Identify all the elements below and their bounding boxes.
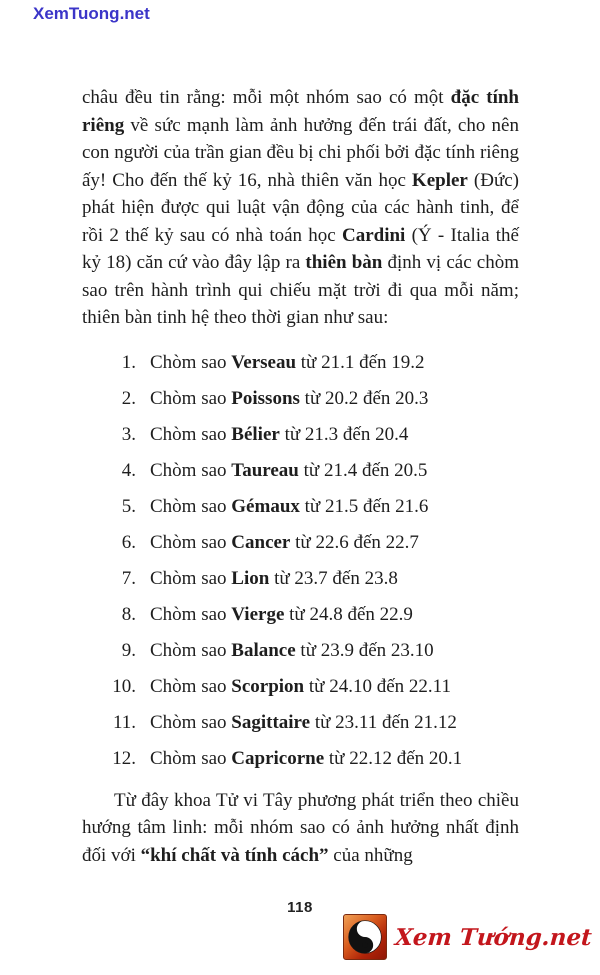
constellation-list-item — [82, 561, 519, 597]
bold-text-segment: “khí chất và tính cách” — [140, 844, 329, 866]
text-segment: về sức mạnh làm ảnh hưởng đến trái đất, cho nên con người của trần gian đều bị chi phối bởi đặc tính riêng ấy! Cho đến thế kỷ 16, nhà thiên văn học — [82, 114, 519, 191]
text-segment: của những — [328, 844, 413, 866]
bold-text-segment: Cardini — [341, 224, 406, 246]
constellation-list-item — [82, 597, 519, 633]
constellation-name: Verseau — [231, 351, 297, 373]
list-item-text — [150, 745, 462, 772]
site-logo-text: Xem Tướng.net — [394, 923, 593, 951]
page-content — [82, 84, 519, 869]
list-item-text — [150, 709, 457, 736]
text-segment: định vị các chòm sao trên hành trình qui chiếu mặt trời đi qua mỗi năm; thiên bàn tinh hệ theo thời gian như sau: — [82, 252, 519, 328]
constellation-name: Capricorne — [231, 747, 325, 769]
list-item-number: 8. — [121, 603, 136, 625]
constellation-list-item — [82, 453, 519, 489]
list-item-number: 3. — [121, 423, 136, 445]
text-segment: Chòm sao — [150, 351, 232, 373]
date-range: từ 23.7 đến 23.8 — [269, 567, 398, 589]
yin-yang-icon — [343, 914, 387, 960]
text-segment: Chòm sao — [150, 567, 232, 589]
list-item-number: 7. — [121, 567, 136, 589]
constellation-list-item — [82, 741, 519, 777]
constellation-name: Balance — [231, 639, 296, 661]
constellation-list-item — [82, 633, 519, 669]
text-segment: Chòm sao — [150, 459, 232, 481]
list-item-text — [150, 601, 413, 628]
date-range: từ 24.8 đến 22.9 — [284, 603, 413, 625]
text-segment: Chòm sao — [150, 639, 232, 661]
text-segment: (Đức) phát hiện được qui luật vận động của các hành tinh, để rồi 2 thế kỷ sau có nhà toán học — [82, 169, 519, 246]
date-range: từ 23.9 đến 23.10 — [295, 639, 434, 661]
date-range: từ 24.10 đến 22.11 — [304, 675, 451, 697]
constellation-list-item — [82, 489, 519, 525]
text-segment: Chòm sao — [150, 711, 232, 733]
list-item-number: 9. — [121, 639, 136, 661]
text-segment: Chòm sao — [150, 387, 232, 409]
list-item-text — [150, 529, 419, 556]
paragraph — [82, 84, 519, 332]
constellation-name: Bélier — [231, 423, 280, 445]
constellation-name: Sagittaire — [231, 711, 311, 733]
list-item-text — [150, 565, 398, 592]
list-item-number: 2. — [121, 387, 136, 409]
list-item-number: 1. — [121, 351, 136, 373]
site-watermark-link[interactable]: XemTuong.net — [33, 4, 150, 23]
constellation-list-item — [82, 705, 519, 741]
list-item-number: 5. — [121, 495, 136, 517]
constellation-name: Gémaux — [231, 495, 300, 517]
date-range: từ 22.12 đến 20.1 — [324, 747, 463, 769]
list-item-text — [150, 637, 434, 664]
text-segment: Chòm sao — [150, 747, 232, 769]
constellation-list-item — [82, 381, 519, 417]
text-segment: Chòm sao — [150, 531, 232, 553]
text-segment: Chòm sao — [150, 495, 232, 517]
site-logo-link[interactable] — [343, 914, 592, 960]
constellation-list-item — [82, 345, 519, 381]
text-segment: (Ý - Italia thế kỷ 18) căn cứ vào đây lập ra — [82, 224, 519, 273]
text-segment: châu đều tin rằng: mỗi một nhóm sao có một — [82, 87, 451, 108]
list-item-number: 4. — [121, 459, 136, 481]
constellation-name: Poissons — [231, 387, 300, 409]
constellation-name: Vierge — [231, 603, 285, 625]
bold-text-segment: thiên bàn — [305, 252, 383, 273]
date-range: từ 21.4 đến 20.5 — [298, 459, 428, 481]
date-range: từ 23.11 đến 21.12 — [310, 711, 457, 733]
list-item-number: 11. — [112, 711, 136, 733]
bold-text-segment: Kepler — [411, 169, 468, 191]
list-item-number: 10. — [112, 675, 136, 697]
list-item-text — [150, 673, 451, 700]
paragraph — [82, 787, 519, 870]
date-range: từ 21.5 đến 21.6 — [299, 495, 429, 517]
constellation-name: Cancer — [231, 531, 291, 553]
list-item-number: 12. — [112, 747, 136, 769]
list-item-text — [150, 385, 428, 412]
text-segment: Từ đây khoa Tử vi Tây phương phát triển theo chiều hướng tâm linh: mỗi nhóm sao có ảnh hưởng nhất định đối với — [82, 789, 519, 866]
list-item-text — [150, 349, 425, 376]
page-number: 118 — [287, 899, 313, 916]
constellation-name: Taureau — [231, 459, 299, 481]
text-segment: Chòm sao — [150, 675, 232, 697]
list-item-text — [150, 421, 408, 448]
constellation-list — [82, 345, 519, 777]
text-segment: Chòm sao — [150, 423, 232, 445]
date-range: từ 21.1 đến 19.2 — [296, 351, 425, 373]
constellation-name: Lion — [231, 567, 270, 589]
list-item-text — [150, 457, 427, 484]
date-range: từ 20.2 đến 20.3 — [299, 387, 429, 409]
bold-text-segment: đặc tính riêng — [82, 87, 519, 136]
list-item-number: 6. — [121, 531, 136, 553]
date-range: từ 21.3 đến 20.4 — [279, 423, 409, 445]
constellation-list-item — [82, 525, 519, 561]
text-segment: Chòm sao — [150, 603, 232, 625]
constellation-list-item — [82, 669, 519, 705]
constellation-list-item — [82, 417, 519, 453]
date-range: từ 22.6 đến 22.7 — [290, 531, 419, 553]
list-item-text — [150, 493, 428, 520]
constellation-name: Scorpion — [231, 675, 305, 697]
